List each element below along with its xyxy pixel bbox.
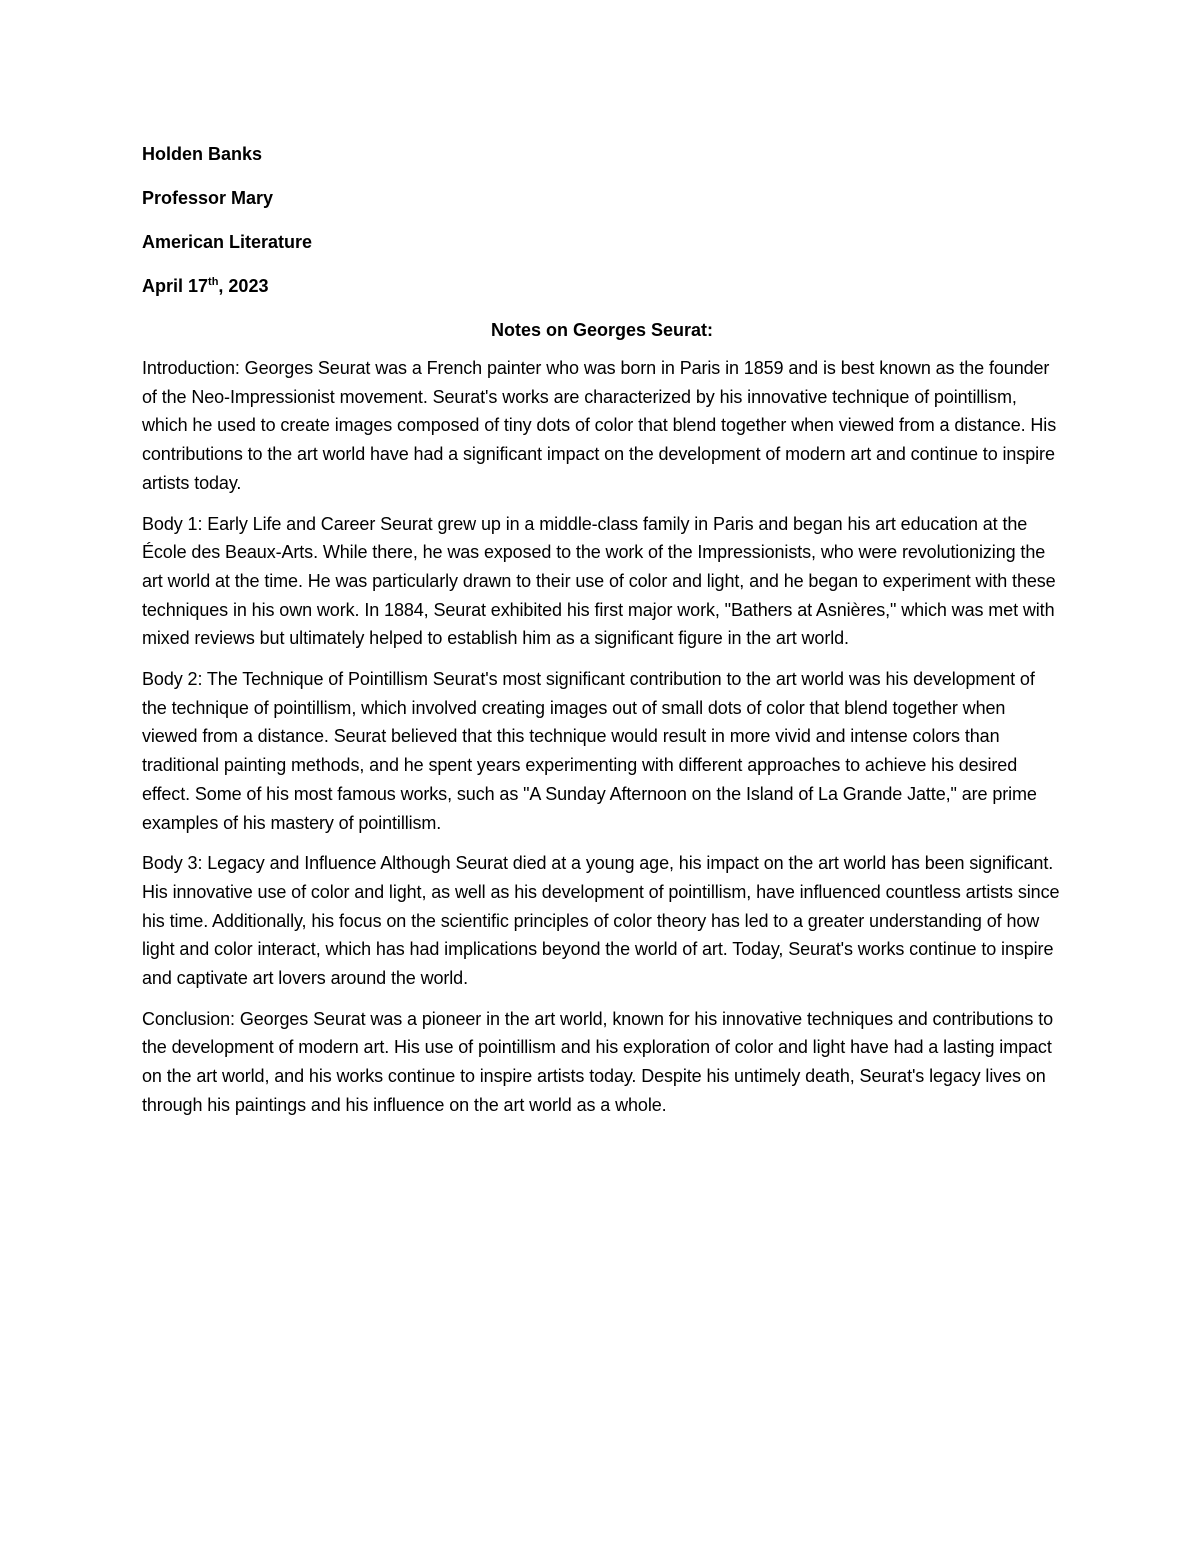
- student-name: Holden Banks: [142, 144, 263, 164]
- date-prefix: April 17: [142, 276, 209, 296]
- date-suffix: , 2023: [218, 276, 269, 296]
- paragraph-body-2: Body 2: The Technique of Pointillism Seurat's most significant contribution to the art world was his development of the technique of pointillism, which involved creating images out of small dots of color that blend together when viewed from a distance. Seurat believed that this technique would result in more vivid and intense colors than traditional painting methods, and he spent years experimenting with different approaches to achieve his desired effect. Some of his most famous works, such as "A Sunday Afternoon on the Island of La Grande Jatte," are prime examples of his mastery of pointillism.: [142, 669, 1037, 833]
- course-name: American Literature: [142, 232, 313, 252]
- paragraph-body-1: Body 1: Early Life and Career Seurat grew up in a middle-class family in Paris and began his art education at the École des Beaux-Arts. While there, he was exposed to the work of the Impressionists, who were revolutionizing the art world at the time. He was particularly drawn to their use of color and light, and he began to experiment with these techniques in his own work. In 1884, Seurat exhibited his first major work, "Bathers at Asnières," which was met with mixed reviews but ultimately helped to establish him as a significant figure in the art world.: [142, 513, 1056, 649]
- professor-name: Professor Mary: [142, 188, 274, 208]
- document-date: [142, 272, 1062, 300]
- paragraph-body-3: Body 3: Legacy and Influence Although Seurat died at a young age, his impact on the art world has been significant. His innovative use of color and light, as well as his development of pointillism, have influenced countless artists since his time. Additionally, his focus on the scientific principles of color theory has led to a greater understanding of how light and color interact, which has had implications beyond the world of art. Today, Seurat's works continue to inspire and captivate art lovers around the world.: [142, 853, 1060, 989]
- date-superscript: th: [208, 276, 219, 288]
- paragraph-conclusion: Conclusion: Georges Seurat was a pioneer in the art world, known for his innovative techniques and contributions to the development of modern art. His use of pointillism and his exploration of color and light have had a lasting impact on the art world, and his works continue to inspire artists today. Despite his untimely death, Seurat's legacy lives on through his paintings and his influence on the art world as a whole.: [142, 1008, 1054, 1115]
- document-body: [142, 140, 1062, 1132]
- document-title: Notes on Georges Seurat:: [490, 320, 714, 340]
- paragraph-introduction: Introduction: Georges Seurat was a French painter who was born in Paris in 1859 and is best known as the founder of the Neo-Impressionist movement. Seurat's works are characterized by his innovative technique of pointillism, which he used to create images composed of tiny dots of color that blend together when viewed from a distance. His contributions to the art world have had a significant impact on the development of modern art and continue to inspire artists today.: [142, 358, 1057, 493]
